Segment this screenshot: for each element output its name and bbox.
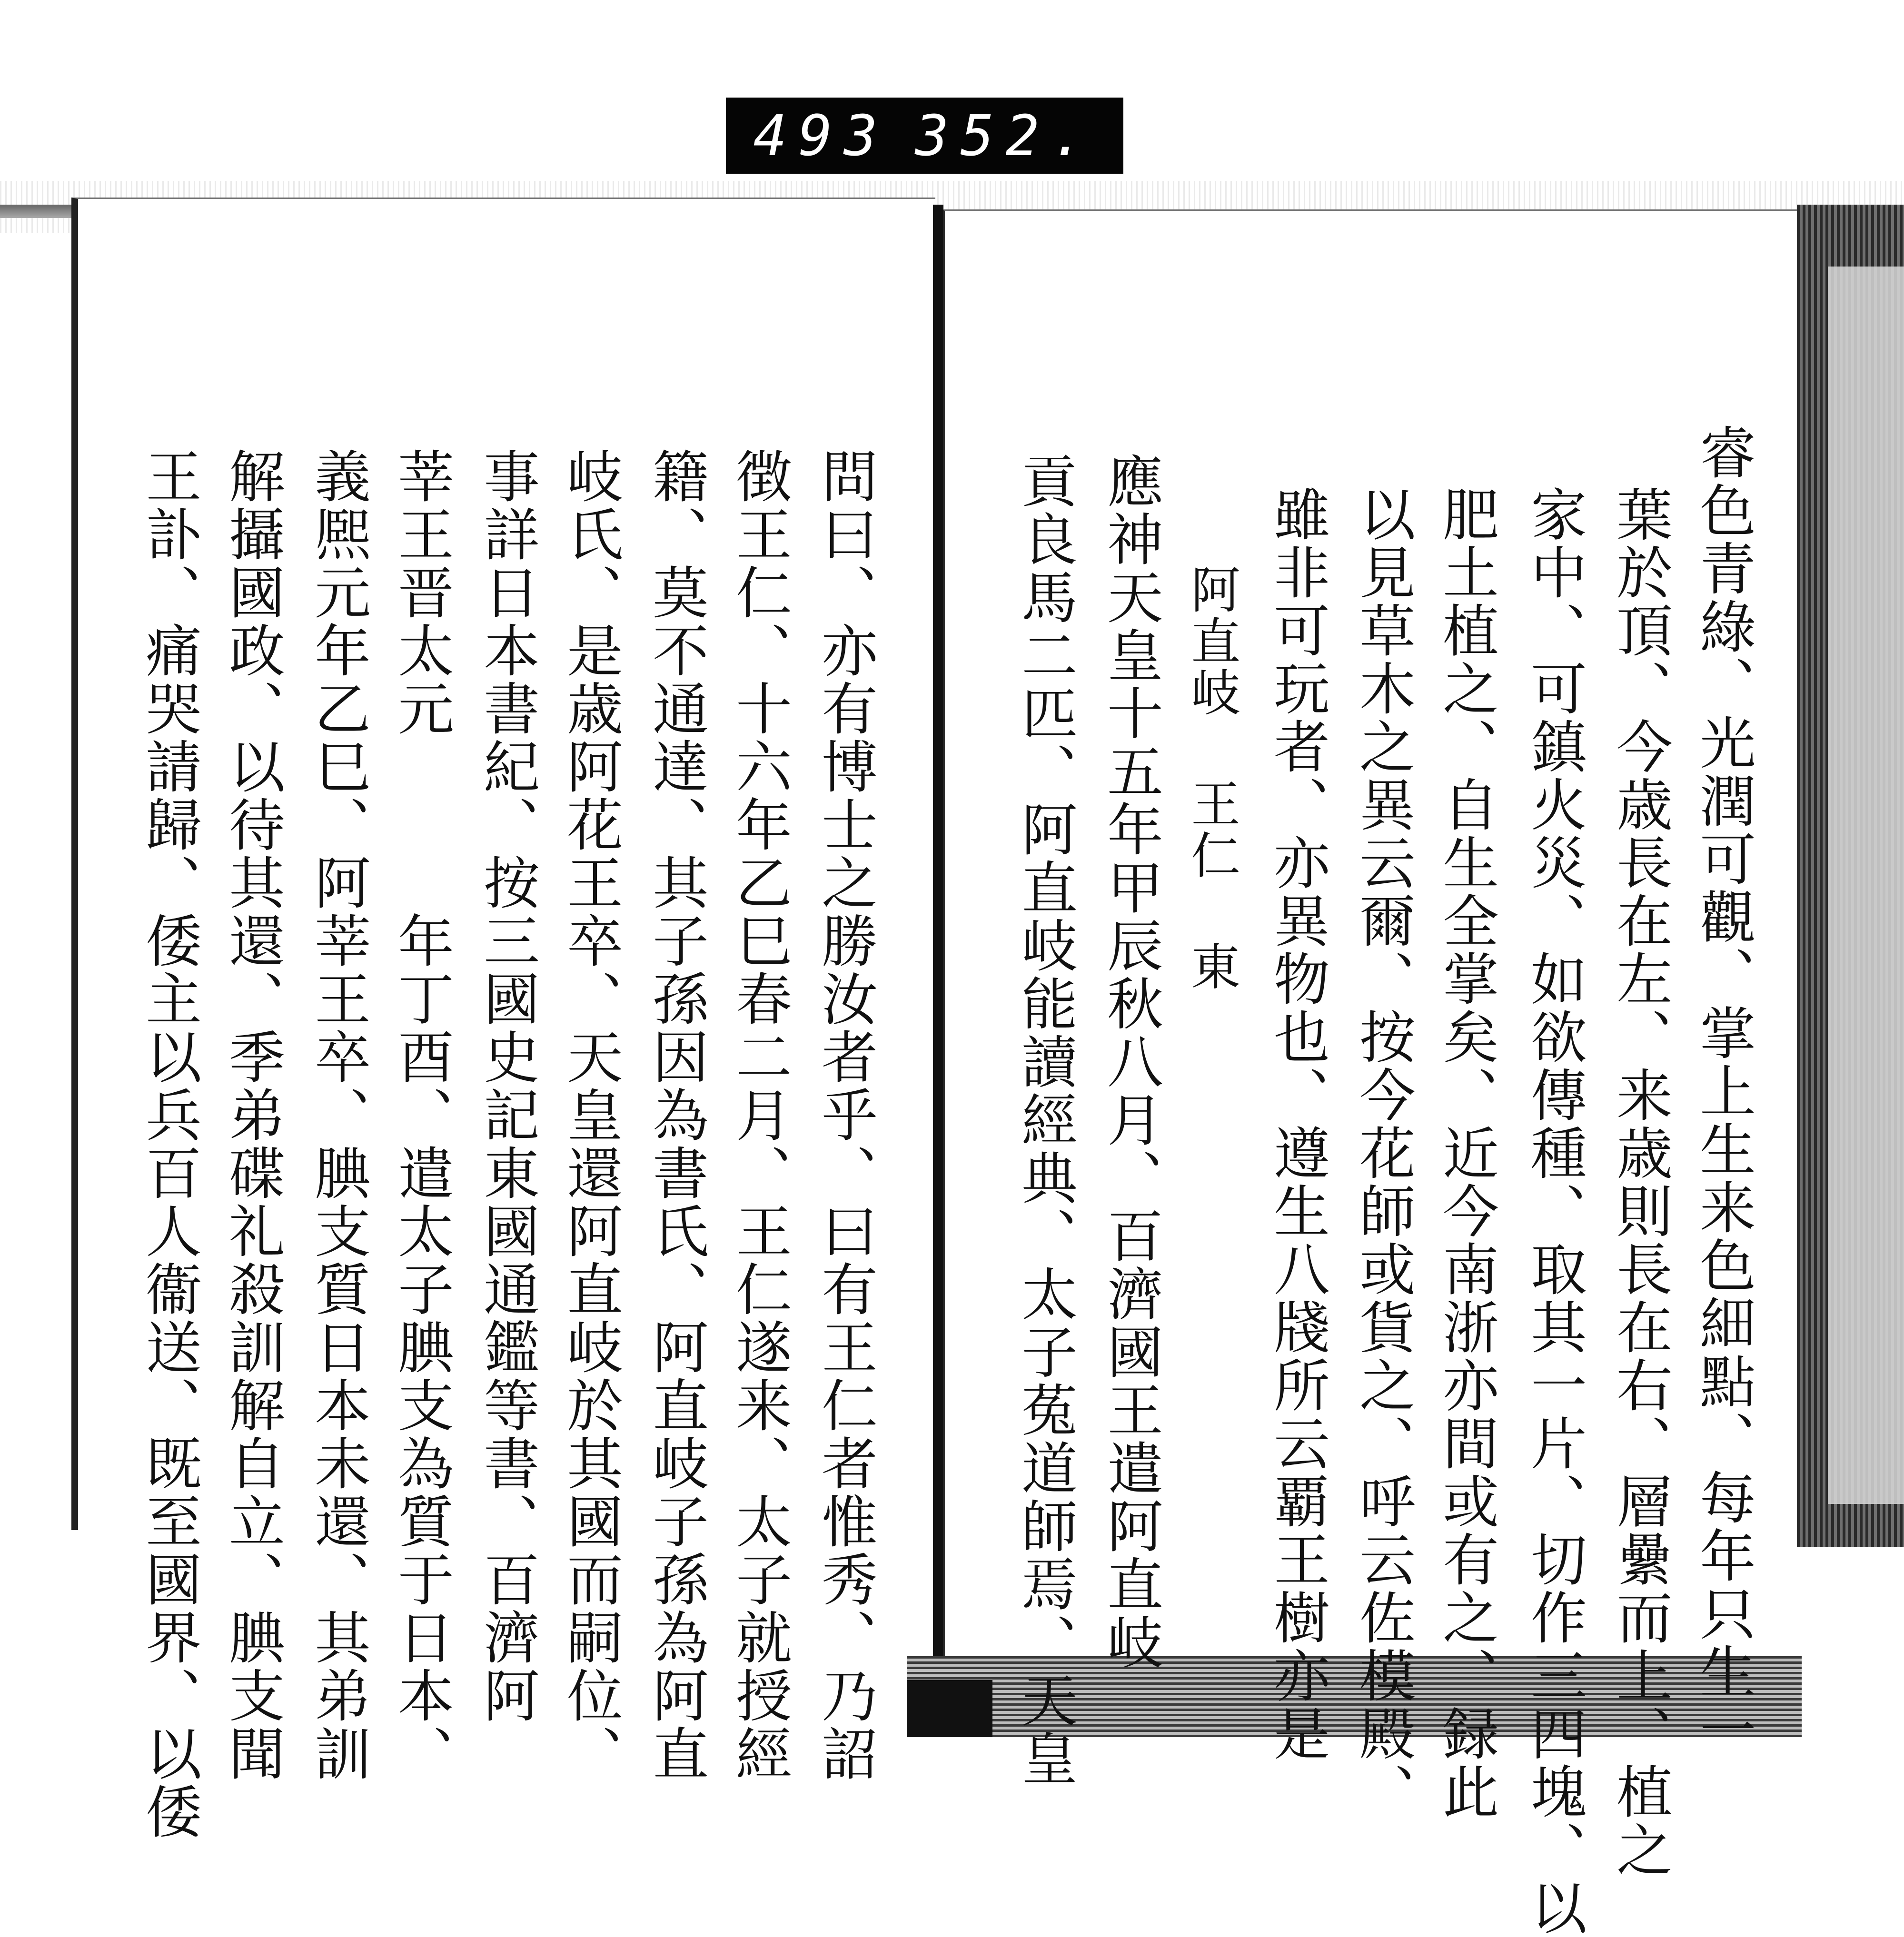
left-page-column-9: 王訃、痛哭請歸、倭主以兵百人衞送、既至國界、以倭 (136, 447, 202, 1841)
left-page-column-1: 問曰、亦有博士之勝汝者乎、曰有王仁者惟秀、乃詔 (812, 447, 878, 1783)
left-page-column-3: 籍、莫不通達、其子孫因為書氏、阿直岐子孫為阿直 (643, 447, 709, 1783)
left-page-column-2: 徴王仁、十六年乙巳春二月、王仁遂来、太子就授經 (726, 447, 792, 1783)
right-page-column-6: 雖非可玩者、亦異物也、遵生八牋所云覇王樹亦是 (1264, 485, 1330, 1763)
book-gutter (933, 205, 943, 1704)
right-page-column-4: 肥土植之、自生全掌矣、近今南浙亦間或有之、録此 (1433, 485, 1499, 1821)
right-page-column-8: 應神天皇十五年甲辰秋八月、百濟國王遣阿直岐 (1098, 452, 1163, 1671)
book-fore-edge-highlight (1828, 267, 1904, 1504)
right-page-column-5: 以見草木之異云爾、按今花師或貨之、呼云佐模殿、 (1350, 485, 1416, 1821)
book-bottom-shadow (907, 1680, 992, 1737)
catalog-number-right: 352. (915, 103, 1096, 168)
left-page-column-4: 岐氏、是歳阿花王卒、天皇還阿直岐於其國而嗣位、 (557, 447, 623, 1783)
left-page-column-5: 事詳日本書紀、按三國史記東國通鑑等書、百濟阿 (474, 447, 540, 1725)
catalog-number-label (726, 98, 1123, 174)
catalog-number-left: 493 (753, 103, 889, 168)
right-page-column-3: 家中、可鎮火災、如欲傳種、取其一片、切作三四塊、以 (1521, 485, 1587, 1937)
right-page-column-9: 貢良馬二匹、阿直岐能讀經典、太子菟道師焉、天皇 (1012, 452, 1078, 1788)
right-page-column-1: 睿色青綠、光潤可觀、掌上生来色細點、每年只生一 (1690, 424, 1756, 1759)
right-page-section-heading: 阿直岐 王仁 東 (1182, 564, 1240, 992)
left-cover-edge (0, 205, 71, 218)
right-page-column-2: 葉於頂、今歳長在左、来歳則長在右、層纍而上、植之 (1607, 485, 1673, 1879)
left-page-column-7: 義熈元年乙巳、阿莘王卒、腆支質日本未還、其弟訓 (305, 447, 371, 1783)
left-page-column-6: 莘王晋太元 年丁酉、遣太子腆支為質于日本、 (388, 447, 454, 1783)
left-page-column-8: 解攝國政、以待其還、季弟碟礼殺訓解自立、腆支聞 (219, 447, 285, 1783)
